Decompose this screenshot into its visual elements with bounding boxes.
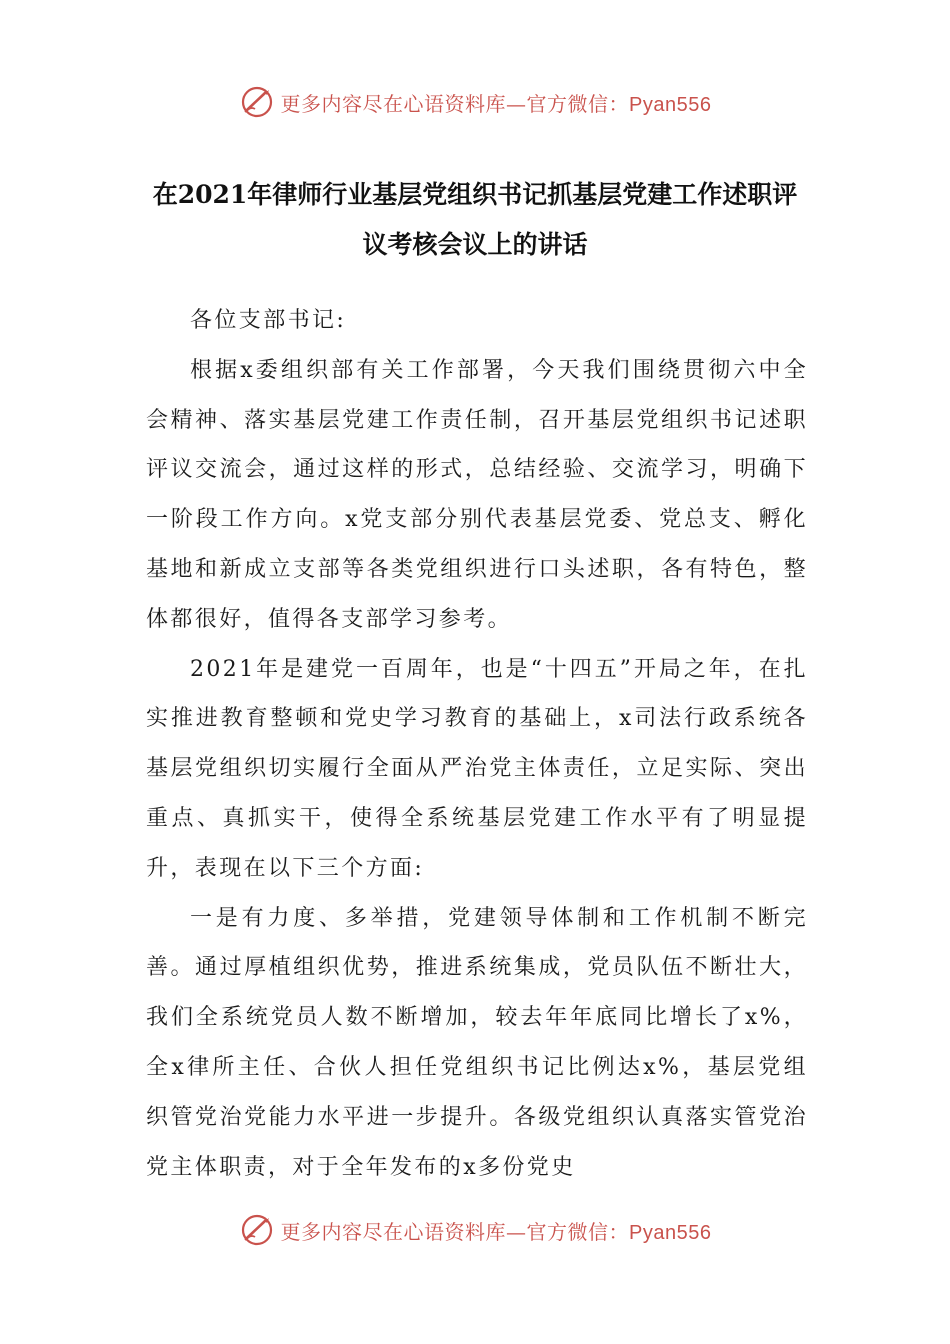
document-body	[146, 296, 808, 1192]
footer-watermark	[0, 1208, 950, 1252]
header-watermark	[0, 80, 950, 124]
paragraph: 2021年是建党一百周年，也是“十四五”开局之年，在扎实推进教育整顿和党史学习教育的基础上，x司法行政系统各基层党组织切实履行全面从严治党主体责任，立足实际、突出重点、真抓实干，使得全系统基层党建工作水平有了明显提升，表现在以下三个方面:	[146, 656, 808, 881]
pen-circle-logo-icon	[239, 1212, 275, 1248]
paragraph: 一是有力度、多举措，党建领导体制和工作机制不断完善。通过厚植组织优势，推进系统集成，党员队伍不断壮大，我们全系统党员人数不断增加，较去年年底同比增长了x%，全x律所主任、合伙人担任党组织书记比例达x%，基层党组织管党治党能力水平进一步提升。各级党组织认真落实管党治党主体职责，对于全年发布的x多份党史	[146, 905, 808, 1180]
watermark-account: Pyan556	[629, 1221, 712, 1244]
title-line-2: 议考核会议上的讲话	[362, 230, 588, 259]
title-line-1: 在2021年律师行业基层党组织书记抓基层党建工作述职评	[152, 180, 798, 209]
document-title	[140, 170, 810, 270]
watermark-text: 更多内容尽在心语资料库—官方微信：Pyan556	[280, 1219, 712, 1244]
pen-circle-logo-icon	[239, 84, 275, 120]
watermark-text: 更多内容尽在心语资料库—官方微信：Pyan556	[280, 91, 712, 116]
paragraph: 根据x委组织部有关工作部署，今天我们围绕贯彻六中全会精神、落实基层党建工作责任制，召开基层党组织书记述职评议交流会，通过这样的形式，总结经验、交流学习，明确下一阶段工作方向。x党支部分别代表基层党委、党总支、孵化基地和新成立支部等各类党组织进行口头述职，各有特色，整体都很好，值得各支部学习参考。	[146, 357, 808, 632]
watermark-account: Pyan556	[629, 93, 712, 116]
salutation: 各位支部书记:	[190, 308, 347, 333]
